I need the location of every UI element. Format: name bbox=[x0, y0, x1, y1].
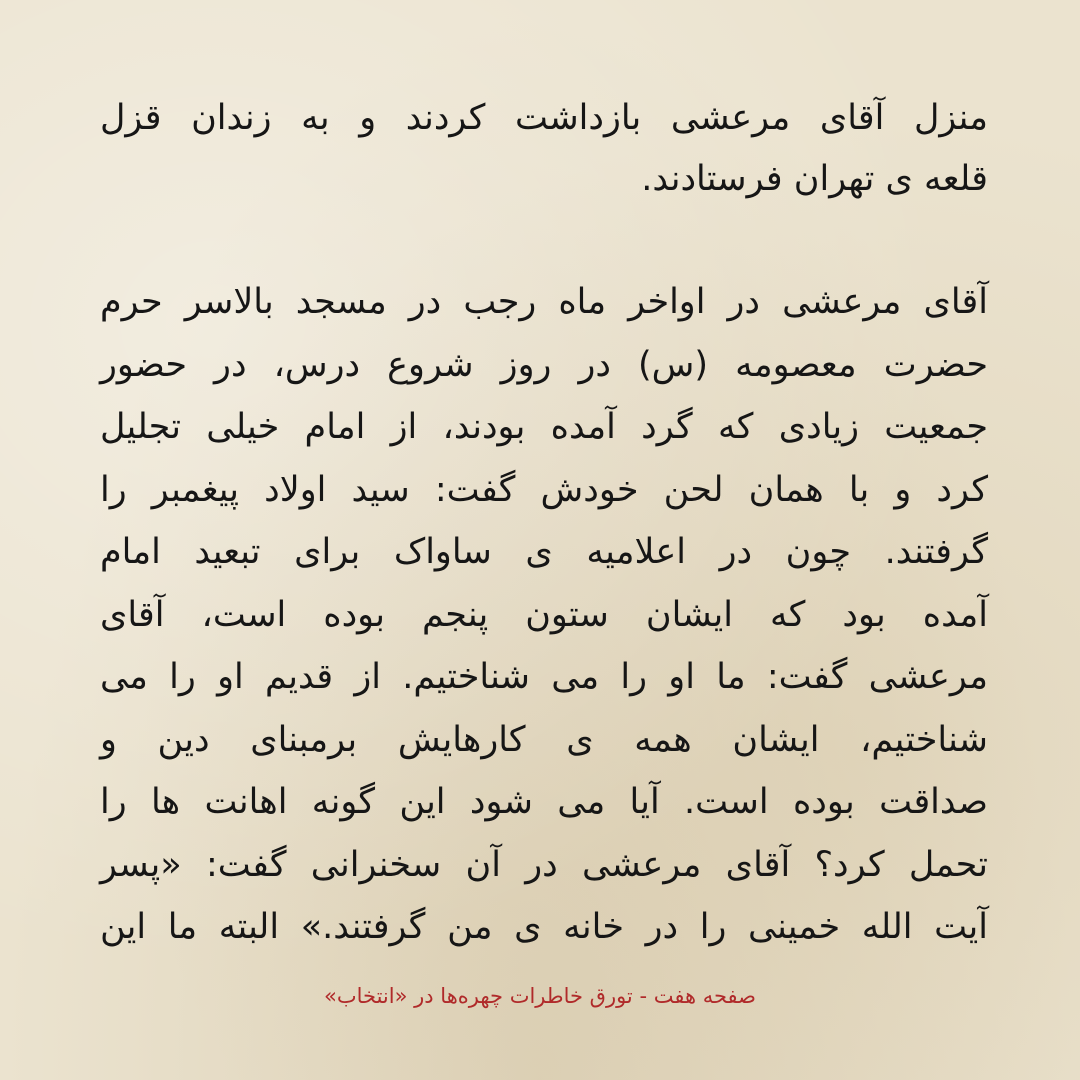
text-line: حضرت معصومه (س) در روز شروع درس، در حضور bbox=[100, 344, 988, 385]
text-line: آمده بود که ایشان ستون پنجم بوده است، آقای bbox=[100, 594, 988, 635]
text-line: صداقت بوده است. آیا می شود این گونه اهانت ها را bbox=[100, 782, 988, 822]
text-line: تحمل کرد؟ آقای مرعشی در آن سخنرانی گفت: «پسر bbox=[100, 844, 988, 885]
page-footer: صفحه هفت - تورق خاطرات چهره‌ها در «انتخاب» bbox=[324, 984, 756, 1008]
text-line: آیت الله خمینی را در خانه ی من گرفتند.» البته ما این bbox=[100, 907, 988, 947]
text-line: جمعیت زیادی که گرد آمده بودند، از امام خیلی تجلیل bbox=[100, 407, 988, 447]
document-body bbox=[100, 88, 988, 959]
text-line: منزل آقای مرعشی بازداشت کردند و به زندان قزل bbox=[100, 98, 988, 138]
paragraph-2 bbox=[100, 271, 988, 959]
text-line: کرد و با همان لحن خودش گفت: سید اولاد پیغمبر را bbox=[100, 469, 988, 510]
paragraph-1 bbox=[100, 88, 988, 210]
text-line: گرفتند. چون در اعلامیه ی ساواک برای تبعید امام bbox=[100, 532, 988, 572]
text-line: قلعه ی تهران فرستادند. bbox=[641, 159, 988, 199]
text-line: شناختیم، ایشان همه ی کارهایش برمبنای دین و bbox=[100, 719, 988, 760]
text-line: آقای مرعشی در اواخر ماه رجب در مسجد بالاسر حرم bbox=[100, 282, 988, 322]
text-line: مرعشی گفت: ما او را می شناختیم. از قدیم او را می bbox=[100, 657, 988, 697]
